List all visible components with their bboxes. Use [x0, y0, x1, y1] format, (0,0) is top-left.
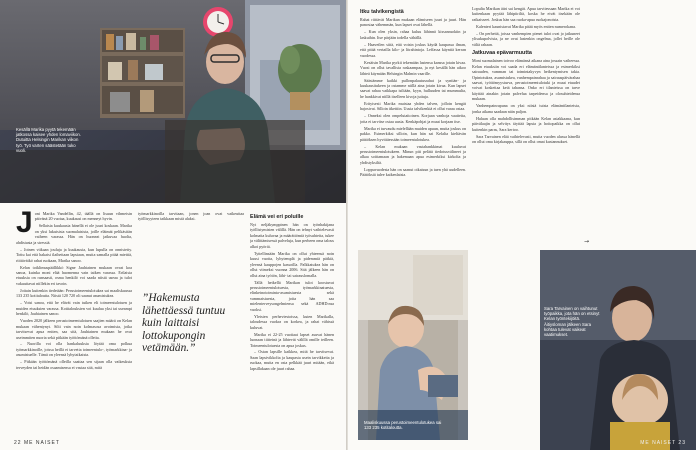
photo-mother-image [540, 250, 696, 450]
page-folio-right: ME NAISET 23 [640, 440, 686, 446]
paragraph: Marika ei turvaudu mielellään muiden apuun, mutta joskus on pakko. Esimerkiksi silloin, kun hän sai Kelalta kieltävän päätöksen hyvittäessään toimeentulotukea. [360, 125, 466, 142]
paragraph: Säästämme kaikki pullonpalautusrahat ja syntiän- ja kuukausitukeen ja ostamme niillä aina jotain kivaa. Kun lapset saavat rahaa vaikkapa isiltään, kyyn, hulluuden tai mummulta, he hankkivat niillä itselleen kivoja juttuja. [360, 77, 466, 99]
paragraph: – Onneksi olen ompelutaitoinen. Korjaan vanhoja vaatteita, jotta ei tarvitse ostaa uusia. Kenkäpohjat ja muut korjaan itse. [360, 113, 466, 124]
paragraph: Sara Tarvainen elää vaihtelevasti, mutta vuoden alussa hänellä on ollut oma kirjakauppa, sillä on ollut omat kustannukset. [472, 133, 580, 145]
photo-woman-at-home [0, 0, 346, 203]
photo-child [358, 250, 468, 440]
paragraph: oni Marika Vandellin, 42, täällä on lisuun vihmeisin päivänä 20 vuotaa, kuukausi on menneyt hyvin. [34, 211, 132, 222]
pull-quote-rest: lähettäessä tuntuu kuin laittaisi lottokupongin vetämään.” [142, 304, 226, 355]
paragraph: Haluan olla mahdollisimman pitkään Kelan asiakkaana, kun päivälaajin ja selvitys täyttää lapsia ja hoitopaikka on ollut kuitenkin paras, Sara kertoo. [472, 115, 580, 132]
pull-quote-line-1: ”Hakemusta [142, 292, 200, 304]
photo-woman-at-home-image [0, 0, 346, 203]
left-page [0, 0, 346, 450]
paragraph: Kalenteri kaunistavat Marika pitää myös eniten numerokana. [476, 23, 576, 29]
paragraph: Erityisesti Marika muistaa yhden talven, jolloin kengät hajosivat. Silloin itkettiin. Uusia talvikenkiä ei ollut varaa ostaa. [360, 100, 466, 112]
paragraph: – Voisi sanoa, että he elävät vain tuiken eli toimeentulotuen ja muiden etuuksien varassa. Kotitalouksien voi kuulua yksi tai useampi henkilö, Jauhiainen sanoo. [16, 300, 132, 317]
page-folio-left: 22 ME NAISET [14, 440, 60, 446]
photo-child-image [358, 250, 468, 440]
paragraph: – Kun olen yksin, rahaa kuluu lähinnä kissanruokiin ja laskuihin. Itse pärjään todella vähällä. [360, 29, 466, 40]
paragraph: työmarkkinoilla tarvitaan, jonen joan ovat vaikeuttaa työllisyyteen taikkaan mistä alaksi. [138, 211, 244, 222]
continue-arrow-icon: → [584, 238, 590, 245]
paragraph: – Ostan lapsille kaikkea, mitä he tarvitsevat. Saan lapsivikkolta ja kaupasta usein tarvikkeita ja ruokaa, mutta en osta pelkkää juuri mitään, eikä lapsillakaan ole juuri rahaa. [250, 349, 334, 371]
paragraph: – Kelan mukaan vastahankkimat kuuluvat perustoimeentulotukeen. Minun piti pelätä tiedotusvälineet ja alkaa soittamaan ja hakemaan apua esimerkiksi kirkolta ja yhdistyksiltä. [360, 143, 466, 165]
paragraph: – Pitkään työttömänä olleilla saattaa sen sijaan olla vaikeuksia terveyden tai heidän osaamisensa ei vastaa sitä, mitä [16, 359, 132, 370]
body-column-3 [250, 211, 334, 439]
paragraph: Vuoden 2020 jälkeen perustoimeentulotuen saajien määrä on Kelan mukaan vähentynyt. Silti vain noin kolmasosa avoimista, jotka tarvitsevat apua eniten, saa sitä, Jauhiainen mukaan he ovat useimmiten nuoria sekä pitkään työttömänä olleita. [16, 318, 132, 340]
paragraph: Moni suomalainen toivoo elämänsä aikana aina jossain vaiheessa. Kelan etuuksiin voi saada eri elämäntilanteissa ja esimerkiksi sairauden, vamman tai toimintakyvyn heikentymisen takia. Opintotukea, asumistukea, vanhempainrahaa ja sairauspäivärahaa saavat, työttömyysturva, perustoimeentulotuki ja muut etuudet voivat koskettaa ketä tahansa. Onko eri tilanteissa on tarve käyttää ainakin jotain palvelua tarpeidensa ja olosuhteidensa mukaan. [472, 58, 580, 102]
paragraph: Nyt neljäkymppinen hän on työnhakijana työllistymisten välillä. Hän on tehnyt vaihtelevasti kolmatta kuluvaa ja määrättömiä työsuhteita, tukee ja välittämisessä palveluja, kun perheen oma talous alkoi pyöriä. [250, 222, 334, 249]
photo-caption: Maaliskuussa perustoimeentulotukea sai 133 235 kotitaloutta. [364, 420, 442, 431]
paragraph: Marika ei 22-25 vuotiaat lapset asuvat hänen luonaan tiitteinä ja lähtevät välillä omille teilleen. Toimeentulotuesta on apua joskus. [250, 331, 334, 348]
paragraph: – On perheitä, joissa vanhempien pienet tulot ovat jo jatkuneet ylisukupolvisia, ja ne ovat lastenkin ongelma, jollei heille ole väliä rahaan. [472, 30, 580, 47]
right-page [348, 0, 696, 450]
photo-caption: Sara Tarvainen on vaihtunut työpaikka, jota hän on etsinyt Kelan työntekijöitä. Äitiysloman jälkeen Sara kohtaa tulevat vaikeat vaatimukset. [544, 306, 600, 338]
paragraph: Rahat riittävät Marikan mukaan elämiseen juuri ja juuri. Hän panostaa vähemmän, kun lapset ovat lähellä. [360, 17, 466, 28]
photo-mother-with-child [540, 250, 696, 450]
section-heading: Itku talvikengistä [360, 9, 404, 15]
section-heading: Elämä vei eri poluille [250, 214, 304, 220]
body-column-a [360, 6, 466, 234]
paragraph: Vanhempainrapuna on yksi niistä tuista elämäntilanteista, jonka aikana saadaan näin paljon. [472, 103, 580, 114]
paragraph: – Joinen viikaan jouluja ja kuukausia, kun lupulla on onnistetty. Tottu kai että hakaisi ilaihettaan lapsiaan, mutta samalla pitää miettiä, riittävätkö rahat ruokaan, Marika sanoo. [16, 246, 132, 263]
body-column-b [472, 6, 580, 234]
paragraph: Kesäisin Marika pyrkii tekemään lastensa kanssa jotain kivaa. Vuosi on ollut tavallista raskaampaa, ja nyt kesällä hän aikoo lähteä käymään Helsingin Malmin vaarille. [360, 59, 466, 76]
pull-quote [142, 292, 238, 355]
paragraph: Tyttellinsään Marika on ollut yhteensä noin kuusi vuotta, lyhytemplä ja pidemmiä pätkiä, yleensä kauppojen kassoilla. Palkkatukea hän on ollut viimeksi vuonna 2006. Sitä jälkeen hän on ollut aina työtön, lähi- tai sairauslomalla. [250, 250, 334, 278]
paragraph: Loppuvuodesta hän on saanut oikaisun ja tuen yhä uudelleen. Päätöksiä tulee kaikenlaisia. [360, 166, 466, 178]
paragraph: Kelan toiklimuspäällikkö Signe Jauhiainen mukaan ovrat koa sanoa, kuinka moni elää huomenna vain taiken varassa. Ertlaisia etuuksia on runsaasti, osma henkilö voi saada niistä useaa ja tulot vakuuttavat niillekin eri tavoin. [16, 264, 132, 286]
paragraph: – Haaveilen siitä, että voisin joskus käydä kaupassa ilman, että pitää vertailla kilo- ja litrahintoja. Leffassa käyntiä kerran vuodessa. [360, 41, 466, 58]
paragraph: – Nuorilla voi olla hankaluuksia löytää oma polkua työmarkkinoille, joissa heillä ei tarvetta toimeentulo-, työmarkkina- ja asumistuelle. Tämä on yleensä lyhytaikaista. [16, 341, 132, 358]
section-heading: Jatkuvaa epävarmuutta [472, 50, 532, 57]
body-column-1 [16, 211, 132, 439]
paragraph: Lopulta Marikan ääri sai kengät. Apua tarvitessaan Marika ei voi kuitenkaan pyytää lähipiiriltä, koska he eivät itsekään ole ratkaisseet. Joskus hän saa ruoka-apua ruokajonoista. [472, 6, 580, 22]
paragraph: Sellaisia kuukausia hänellä ei ole juuri koskaan. Marika on yksi lukuisista suomalaisista, joille eläimät pelikäsitän vaiheen varassa. Hän on huoneat jatkuvaa huolta, ahdistusta ja stressiä. [16, 223, 132, 245]
photo-caption: Kesällä Marika pyytä tekemään jatkossa kaisee yhden lomaviikon. Dutuitta Helsingin Marikan viikon työ. Työ varten säästetään tuko vuoli. [16, 127, 81, 153]
paragraph: Tällä hetkellä Marikan tulot koostuvat perustoimeentulotuesta, työmarkkinatuesta, elinkeinotoiminta-asumistuesta sekä vammaistuesta, joita hän saa mielenterveysongelmiensa sekä ADHD:nsa vuoksi. [250, 279, 334, 312]
paragraph: Joitain kuitenkin tiedetään: Perustoimeentulotukea sai maaliskuussa 133 235 kotitaloutta. Niistä 120 720 oli saanut asumistukea. [16, 287, 132, 299]
body-column-2-top [138, 211, 244, 239]
paragraph: Yleisten perheviestoissa, kuten Marikalla, taloudessa vuokra on korkea, ja rahat vähissä kuluvat. [250, 313, 334, 330]
drop-cap-letter: J [16, 211, 33, 239]
